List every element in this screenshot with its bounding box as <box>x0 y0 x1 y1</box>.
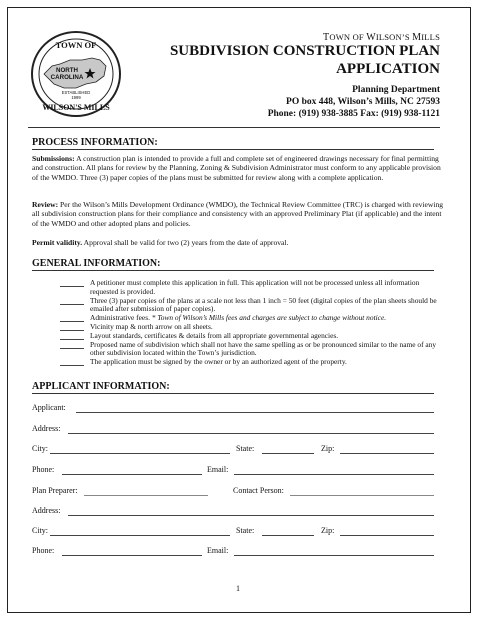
zip-label: Zip: <box>321 444 335 453</box>
general-info-heading: GENERAL INFORMATION: <box>32 258 161 269</box>
checklist-blank[interactable] <box>60 297 84 305</box>
phone-label: Phone: <box>32 465 55 474</box>
preparer-city-field[interactable] <box>50 535 230 536</box>
state-field[interactable] <box>262 453 314 454</box>
contact-person-field[interactable] <box>290 495 434 496</box>
checklist-blank[interactable] <box>60 314 84 322</box>
requirement-item: The application must be signed by the owner or by an authorized agent of the property. <box>60 358 445 367</box>
requirement-item: Proposed name of subdivision which shall not have the same spelling as or be pronounced similar to the name of any other subdivision located within the Town’s jurisdiction. <box>60 341 445 359</box>
applicant-label: Applicant: <box>32 403 66 412</box>
svg-text:WILSON'S MILLS: WILSON'S MILLS <box>42 103 110 112</box>
state-label: State: <box>236 444 255 453</box>
svg-text:TOWN OF: TOWN OF <box>55 40 97 50</box>
checklist-blank[interactable] <box>60 279 84 287</box>
department-address: PO box 448, Wilson’s Mills, NC 27593 <box>286 97 440 107</box>
general-heading-underline <box>32 270 434 271</box>
address-label: Address: <box>32 424 61 433</box>
applicant-field[interactable] <box>76 412 434 413</box>
checklist-blank[interactable] <box>60 332 84 340</box>
preparer-phone-label: Phone: <box>32 546 55 555</box>
address-field[interactable] <box>68 433 434 434</box>
town-seal-logo <box>30 30 122 118</box>
department-name: Planning Department <box>352 85 440 95</box>
email-label: Email: <box>207 465 229 474</box>
city-field[interactable] <box>50 453 230 454</box>
requirement-item: Administrative fees. * Town of Wilson’s Mills fees and charges are subject to change without notice. <box>60 314 445 323</box>
requirement-item: Three (3) paper copies of the plans at a scale not less than 1 inch = 50 feet (digital copies of the plan sheets should be emailed after submission of paper copies). <box>60 297 445 315</box>
contact-person-label: Contact Person: <box>233 486 284 495</box>
document-title: SUBDIVISION CONSTRUCTION PLAN APPLICATION <box>169 43 440 77</box>
town-name: TOWN OF WILSON’S MILLS <box>323 32 440 43</box>
requirement-item: Layout standards, certificates & details from all appropriate governmental agencies. <box>60 332 445 341</box>
email-field[interactable] <box>234 474 434 475</box>
review-paragraph: Review: Per the Wilson’s Mills Development Ordinance (WMDO), the Technical Review Committee (TRC) is charged with reviewing all subdivision construction plans for their compliance and consistency with an approved Preliminary Plat (if applicable) and the intent of the WMDO and other adopted plans and policies. <box>32 200 444 228</box>
checklist-blank[interactable] <box>60 358 84 366</box>
plan-preparer-label: Plan Preparer: <box>32 486 78 495</box>
page-number: 1 <box>236 584 240 593</box>
permit-validity-paragraph: Permit validity. Approval shall be valid for two (2) years from the date of approval. <box>32 238 289 247</box>
department-contact-block <box>268 84 440 120</box>
checklist-blank[interactable] <box>60 323 84 331</box>
preparer-state-label: State: <box>236 526 255 535</box>
svg-text:ESTABLISHED: ESTABLISHED <box>61 90 91 95</box>
applicant-heading-underline <box>32 393 434 394</box>
plan-preparer-field[interactable] <box>84 495 208 496</box>
city-label: City: <box>32 444 49 453</box>
preparer-email-label: Email: <box>207 546 229 555</box>
preparer-phone-field[interactable] <box>62 555 202 556</box>
checklist-blank[interactable] <box>60 341 84 349</box>
svg-text:1999: 1999 <box>71 95 81 100</box>
preparer-address-label: Address: <box>32 506 61 515</box>
svg-text:CAROLINA: CAROLINA <box>50 74 84 81</box>
preparer-email-field[interactable] <box>234 555 434 556</box>
requirement-item: Vicinity map & north arrow on all sheets. <box>60 323 445 332</box>
preparer-state-field[interactable] <box>262 535 314 536</box>
header-divider <box>28 127 440 128</box>
preparer-zip-label: Zip: <box>321 526 335 535</box>
preparer-address-field[interactable] <box>68 515 434 516</box>
process-heading-underline <box>32 149 434 150</box>
preparer-zip-field[interactable] <box>340 535 434 536</box>
zip-field[interactable] <box>340 453 434 454</box>
svg-text:NORTH: NORTH <box>56 67 78 74</box>
department-phone-fax: Phone: (919) 938-3885 Fax: (919) 938-1121 <box>267 109 440 119</box>
preparer-city-label: City: <box>32 526 49 535</box>
requirement-item: A petitioner must complete this application in full. This application will not be processed unless all information requested is provided. <box>60 279 445 297</box>
process-info-heading: PROCESS INFORMATION: <box>32 137 158 148</box>
applicant-info-heading: APPLICANT INFORMATION: <box>32 381 170 392</box>
submissions-paragraph: Submissions: A construction plan is intended to provide a full and complete set of engineered drawings necessary for final permitting and construction. All plans for review by the Planning, Zoning & Subdivision Administrator must conform to any applicable provision of the WMDO. Three (3) paper copies of the plans must be submitted for review along with a complete application. <box>32 154 441 182</box>
requirements-list <box>60 279 445 367</box>
phone-field[interactable] <box>62 474 202 475</box>
